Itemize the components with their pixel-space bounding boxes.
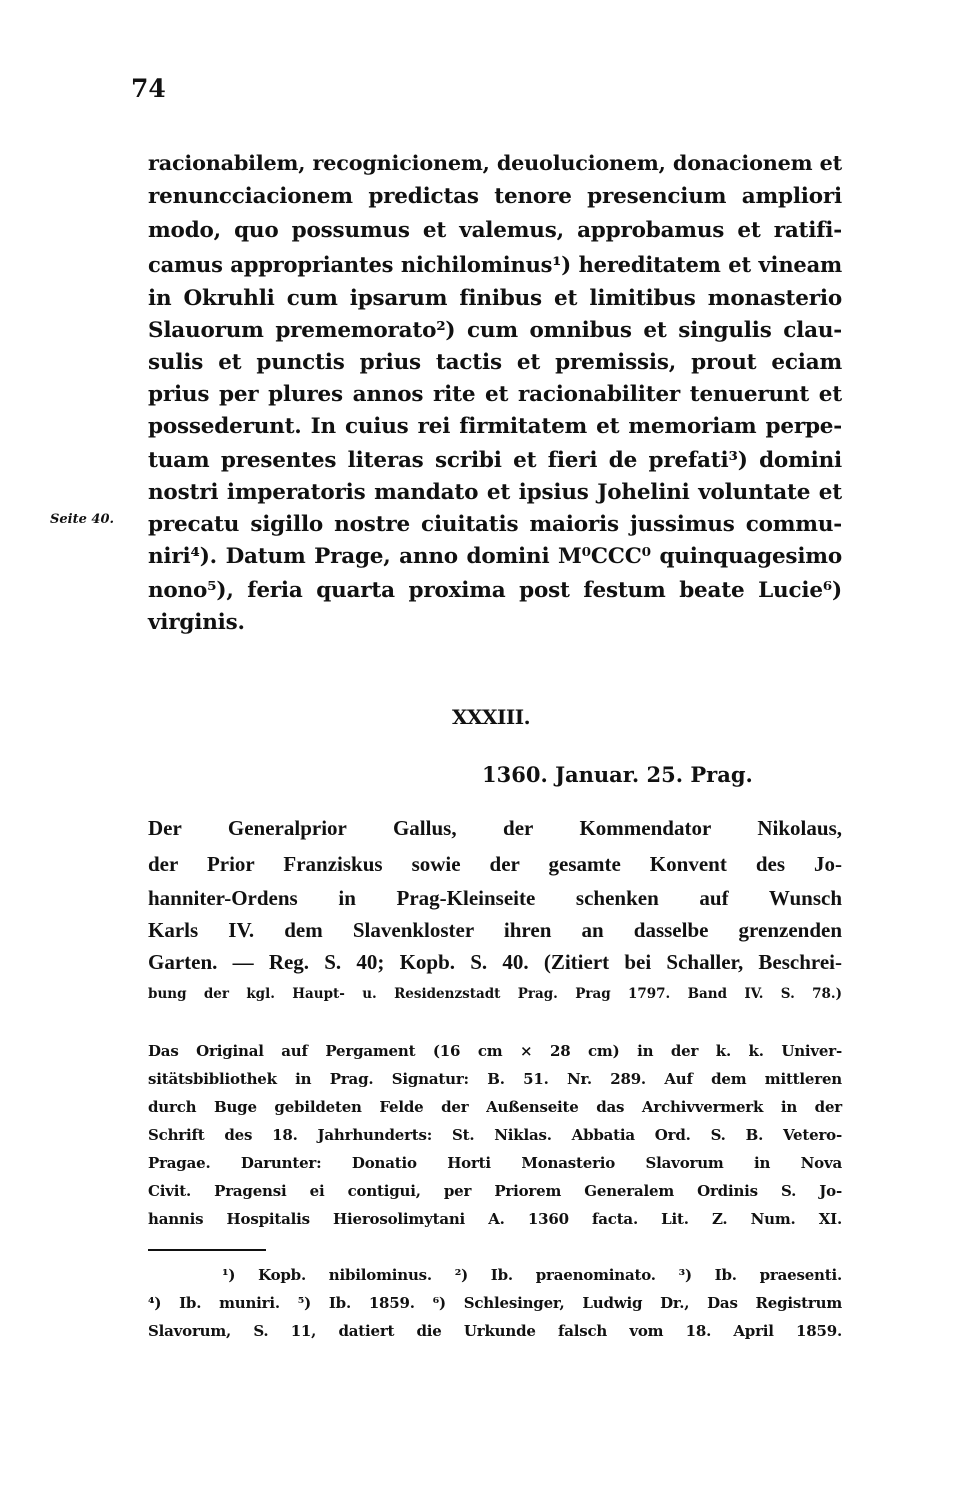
charter-line: precatu sigillo nostre ciuitatis maioris jussimus commu- <box>148 512 842 537</box>
charter-line: virginis. <box>148 610 245 635</box>
summary-line: der Prior Franziskus sowie der gesamte Konvent des Jo- <box>148 852 842 876</box>
footnote-line: ¹) Kopb. nibilominus. ²) Ib. praenominato. ³) Ib. praesenti. <box>222 1266 842 1284</box>
charter-line: Slauorum prememorato²) cum omnibus et singulis clau- <box>148 318 842 343</box>
charter-line: camus appropriantes nichilominus¹) hereditatem et vineam <box>148 252 842 277</box>
charter-line: niri⁴). Datum Prage, anno domini M⁰CCC⁰ quinquagesimo <box>148 544 842 569</box>
summary-line: Karls IV. dem Slavenkloster ihren an dasselbe grenzenden <box>148 918 842 942</box>
charter-line: sulis et punctis prius tactis et premissis, prout eciam <box>148 350 842 375</box>
summary-line: Der Generalprior Gallus, der Kommendator Nikolaus, <box>148 816 842 840</box>
margin-note: Seite 40. <box>50 512 115 527</box>
charter-line: modo, quo possumus et valemus, approbamus et ratifi- <box>148 218 842 243</box>
footnote-line: Slavorum, S. 11, datiert die Urkunde falsch vom 18. April 1859. <box>148 1322 842 1340</box>
summary-line: hanniter-Ordens in Prag-Kleinseite schenken auf Wunsch <box>148 886 842 910</box>
charter-line: in Okruhli cum ipsarum finibus et limitibus monasterio <box>148 286 842 311</box>
date-place-line: 1360. Januar. 25. Prag. <box>482 762 753 787</box>
footnote-line: ⁴) Ib. muniri. ⁵) Ib. 1859. ⁶) Schlesinger, Ludwig Dr., Das Registrum <box>148 1294 842 1312</box>
archival-note-line: Schrift des 18. Jahrhunderts: St. Niklas. Abbatia Ord. S. B. Vetero- <box>148 1126 842 1144</box>
summary-line: Garten. — Reg. S. 40; Kopb. S. 40. (Zitiert bei Schaller, Beschrei- <box>148 950 842 974</box>
page-number: 74 <box>131 74 166 103</box>
footnote-divider <box>148 1249 266 1251</box>
charter-line: renuncciacionem predictas tenore presencium ampliori <box>148 184 842 209</box>
archival-note-line: Civit. Pragensi ei contigui, per Priorem Generalem Ordinis S. Jo- <box>148 1182 842 1200</box>
archival-note-line: Das Original auf Pergament (16 cm × 28 cm) in der k. k. Univer- <box>148 1042 842 1060</box>
charter-line: prius per plures annos rite et racionabiliter tenuerunt et <box>148 382 842 407</box>
reference-line: bung der kgl. Haupt- u. Residenzstadt Prag. Prag 1797. Band IV. S. 78.) <box>148 986 842 1002</box>
charter-line: possederunt. In cuius rei firmitatem et memoriam perpe- <box>148 414 842 439</box>
archival-note-line: durch Buge gebildeten Felde der Außenseite das Archivvermerk in der <box>148 1098 842 1116</box>
document-number: XXXIII. <box>452 705 531 729</box>
charter-line: tuam presentes literas scribi et fieri de prefati³) domini <box>148 448 842 473</box>
charter-line: racionabilem, recognicionem, deuolucionem, donacionem et <box>148 151 842 175</box>
charter-line: nono⁵), feria quarta proxima post festum beate Lucie⁶) <box>148 578 842 603</box>
archival-note-line: Pragae. Darunter: Donatio Horti Monasterio Slavorum in Nova <box>148 1154 842 1172</box>
archival-note-line: sitätsbibliothek in Prag. Signatur: B. 51. Nr. 289. Auf dem mittleren <box>148 1070 842 1088</box>
charter-line: nostri imperatoris mandato et ipsius Johelini voluntate et <box>148 480 842 505</box>
archival-note-line: hannis Hospitalis Hierosolimytani A. 1360 facta. Lit. Z. Num. XI. <box>148 1210 842 1228</box>
